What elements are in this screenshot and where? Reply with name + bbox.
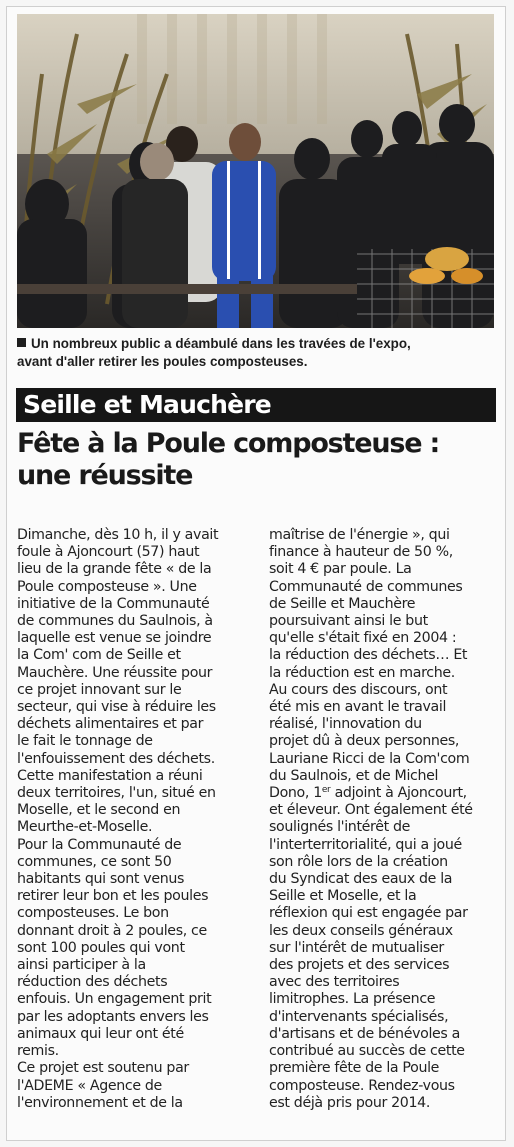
article-line: déchets alimentaires et par <box>17 716 204 733</box>
article-line: du Saulnois, et de Michel <box>269 767 439 784</box>
article-line: habitants qui sont venus <box>17 871 185 888</box>
article-line: laquelle est venue se joindre <box>17 630 212 647</box>
article-line: contribué au succès de cette <box>269 1043 465 1060</box>
article-line: composteuses. Le bon <box>17 905 169 922</box>
article-line: remis. <box>17 1043 59 1060</box>
article-line: réalisé, l'innovation du <box>269 716 422 733</box>
article-line: Poule composteuse ». Une <box>17 578 197 595</box>
article-line: d'intervenants spécialisés, <box>269 1008 449 1025</box>
headline-line-2: une réussite <box>17 460 193 491</box>
section-band <box>16 388 496 422</box>
article-line: des projets et des services <box>269 957 450 974</box>
article-line: maîtrise de l'énergie », qui <box>269 527 450 543</box>
article-line: poursuivant ainsi le but <box>269 613 428 630</box>
article-line: enfouis. Un engagement prit <box>17 991 212 1008</box>
article-line: et éleveur. Ont également été <box>269 802 473 819</box>
article-line: Ce projet est soutenu par <box>17 1060 189 1077</box>
article-line: Dimanche, dès 10 h, il y avait <box>17 527 219 543</box>
article-line: du Syndicat des eaux de la <box>269 871 453 888</box>
article-line: foule à Ajoncourt (57) haut <box>17 544 200 561</box>
article-line: avec des territoires <box>269 974 400 991</box>
article-line: Communauté de communes <box>269 578 463 595</box>
article-line: est déjà pris pour 2014. <box>269 1094 430 1111</box>
crowd-photo <box>17 14 494 328</box>
article-line: initiative de la Communauté <box>17 595 210 612</box>
article-line: limitrophes. La présence <box>269 991 436 1008</box>
article-line: Mauchère. Une réussite pour <box>17 664 213 681</box>
article-line: communes, ce sont 50 <box>17 853 172 870</box>
article-line: finance à hauteur de 50 %, <box>269 544 453 561</box>
article-line: soit 4 € par poule. La <box>269 561 412 578</box>
article-text: Dono, 1 <box>269 785 322 802</box>
article-line: retirer leur bon et les poules <box>17 888 209 905</box>
article-line: été mis en avant le travail <box>269 699 447 716</box>
article-line: le fait le tonnage de <box>17 733 153 750</box>
headline-line-1: Fête à la Poule composteuse : <box>17 428 440 459</box>
ordinal-superscript: er <box>321 785 331 796</box>
article-line: son rôle lors de la création <box>269 853 448 870</box>
bullet-square-icon <box>17 338 26 347</box>
article-line: lieu de la grande fête « de la <box>17 561 212 578</box>
photo-illustration <box>17 14 494 328</box>
article-line: secteur, qui vise à réduire les <box>17 699 216 716</box>
article-line: la réduction est en marche. <box>269 664 455 681</box>
article-line: les deux conseils généraux <box>269 922 453 939</box>
article-line: Lauriane Ricci de la Com'com <box>269 750 470 767</box>
article-line: ainsi participer à la <box>17 957 146 974</box>
article-line: sont 100 poules qui vont <box>17 939 185 956</box>
article-line: la réduction des déchets… Et <box>269 647 468 664</box>
article-line: de Seille et Mauchère <box>269 595 416 612</box>
article-line: l'environnement et de la <box>17 1094 183 1111</box>
article-line: deux territoires, l'un, situé en <box>17 785 216 802</box>
photo-caption <box>17 335 497 371</box>
article-line: l'interterritorialité, qui a joué <box>269 836 462 853</box>
article-line: la Com' com de Seille et <box>17 647 181 664</box>
caption-text-1: Un nombreux public a déambulé dans les travées de l'expo, <box>31 336 411 351</box>
article-line: Meurthe-et-Moselle. <box>17 819 153 836</box>
article-line: Moselle, et le second en <box>17 802 181 819</box>
article-line: sur l'intérêt de mutualiser <box>269 939 444 956</box>
article-line: donnant droit à 2 poules, ce <box>17 922 207 939</box>
article-line <box>269 785 499 802</box>
section-title: Seille et Mauchère <box>23 390 271 419</box>
article-line: l'enfouissement des déchets. <box>17 750 215 767</box>
article-line: Pour la Communauté de <box>17 836 182 853</box>
article-line: réflexion qui est engagée par <box>269 905 468 922</box>
article-line: réduction des déchets <box>17 974 168 991</box>
article-line: animaux qui leur ont été <box>17 1025 184 1042</box>
article-line: Cette manifestation a réuni <box>17 767 203 784</box>
article-line: de communes du Saulnois, à <box>17 613 213 630</box>
article-line: Seille et Moselle, et la <box>269 888 417 905</box>
article-column-1 <box>17 527 253 1112</box>
headline <box>17 428 497 492</box>
article-column-2 <box>269 527 499 1112</box>
article-line: première fête de la Poule <box>269 1060 440 1077</box>
article-line: Au cours des discours, ont <box>269 681 448 698</box>
article-line: composteuse. Rendez-vous <box>269 1077 455 1094</box>
article-line: qu'elle s'était fixé en 2004 : <box>269 630 457 647</box>
article-line: soulignés l'intérêt de <box>269 819 410 836</box>
article-text: adjoint à Ajoncourt, <box>330 785 467 802</box>
article-line: l'ADEME « Agence de <box>17 1077 162 1094</box>
article-line: par les adoptants envers les <box>17 1008 209 1025</box>
article-line: projet dû à deux personnes, <box>269 733 460 750</box>
article-line: d'artisans et de bénévoles a <box>269 1025 460 1042</box>
article-line: ce projet innovant sur le <box>17 681 182 698</box>
caption-line-1 <box>17 335 497 353</box>
caption-line-2: avant d'aller retirer les poules composteuses. <box>17 354 308 369</box>
